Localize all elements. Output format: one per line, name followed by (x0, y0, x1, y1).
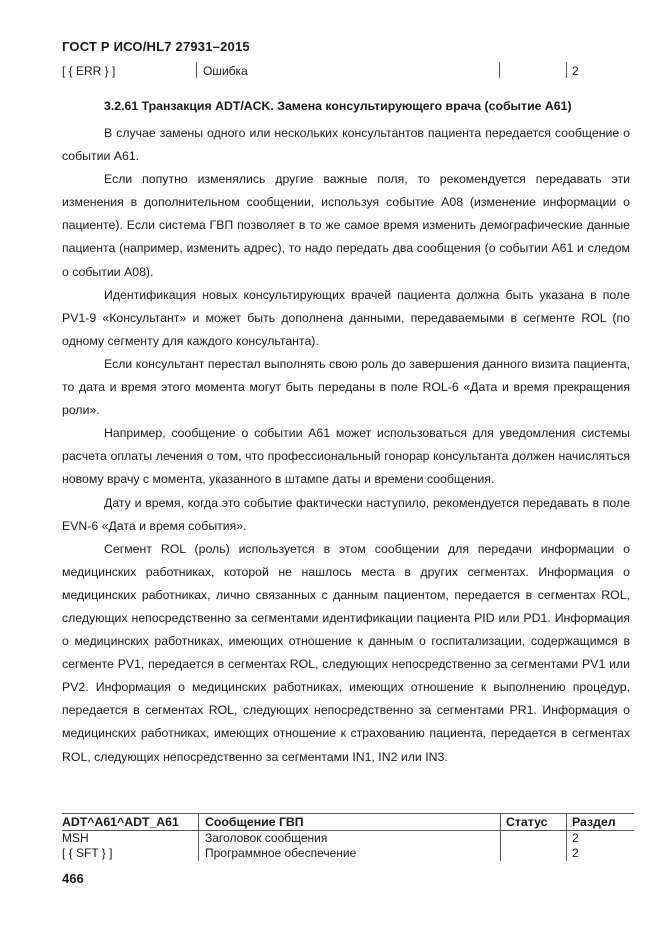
page-number: 466 (62, 871, 84, 886)
segment-cell: [ { ERR } ] (62, 64, 116, 78)
table-row-section: 2 (572, 831, 579, 845)
paragraph: Если консультант перестал выполнять свою роль до завершения данного визита пациента, то дата и время этого момента могут быть переданы в поле ROL-6 «Дата и время прекращения роли». (62, 356, 630, 418)
header-segment: ADT^A61^ADT_A61 (62, 815, 179, 829)
paragraph: Дату и время, когда это событие фактически наступило, рекомендуется передавать в поле EVN-6 «Дата и время события». (62, 495, 630, 533)
header-section: Раздел (572, 815, 616, 829)
name-cell: Ошибка (203, 64, 248, 78)
column-divider (198, 813, 199, 861)
body-text (62, 122, 630, 769)
column-divider (500, 813, 501, 861)
table-row-name: Заголовок сообщения (205, 831, 328, 845)
header-bottom-border (62, 830, 634, 831)
paragraph: Например, сообщение о событии A61 может использоваться для уведомления системы расчета оплаты лечения о том, что профессиональный гонорар консультанта должен начисляться новому врачу с момента, указанного в штампе даты и времени сообщения. (62, 426, 630, 487)
table-row-name: Программное обеспечение (205, 846, 357, 860)
column-divider (566, 813, 567, 861)
document-header: ГОСТ Р ИСО/HL7 27931–2015 (62, 39, 250, 54)
section-title: 3.2.61 Транзакция ADT/ACK. Замена консультирующего врача (событие A61) (104, 99, 572, 113)
table-row-segment: MSH (62, 831, 89, 845)
column-divider (196, 62, 197, 78)
paragraph: Идентификация новых консультирующих врачей пациента должна быть указана в поле PV1-9 «Консультант» и может быть дополнена данными, передаваемыми в сегменте ROL (по одному сегменту для каждого консультанта). (62, 287, 630, 348)
section-cell: 2 (572, 64, 579, 78)
paragraph: Сегмент ROL (роль) используется в этом сообщении для передачи информации о медицинских работниках, которой не нашлось места в других сегментах. Информация о медицинских работниках, лично связанных с данным пациентом, передается в сегментах ROL, следующих непосредственно за сегментами идентификации пациента PID или PD1. Информация о медицинских работниках, имеющих отношение к данным о госпитализации, содержащимся в сегменте PV1, передается в сегментах ROL, следующих непосредственно за сегментами PV1 или PV2. Информация о медицинских работниках, имеющих отношение к выполнению процедур, передается в сегментах ROL, следующих непосредственно за сегментами PR1. Информация о медицинских работниках, имеющих отношение к страхованию пациента, передается в сегментах ROL, следующих непосредственно за сегментами IN1, IN2 или IN3. (62, 541, 630, 764)
header-status: Статус (506, 815, 548, 829)
column-divider (499, 62, 500, 78)
paragraph: В случае замены одного или нескольких консультантов пациента передается сообщение о событии A61. (62, 126, 630, 164)
table-row-section: 2 (572, 846, 579, 860)
header-name: Сообщение ГВП (205, 815, 304, 829)
column-divider (566, 62, 567, 78)
paragraph: Если попутно изменялись другие важные поля, то рекомендуется передавать эти изменения в дополнительном сообщении, используя событие A08 (изменение информации о пациенте). Если система ГВП позволяет в то же самое время изменить демографические данные пациента (например, изменить адрес), то надо передать два сообщения (о событии A61 и следом о событии A08). (62, 172, 630, 279)
table-top-border (62, 813, 634, 814)
table-row-segment: [ { SFT } ] (62, 846, 113, 860)
